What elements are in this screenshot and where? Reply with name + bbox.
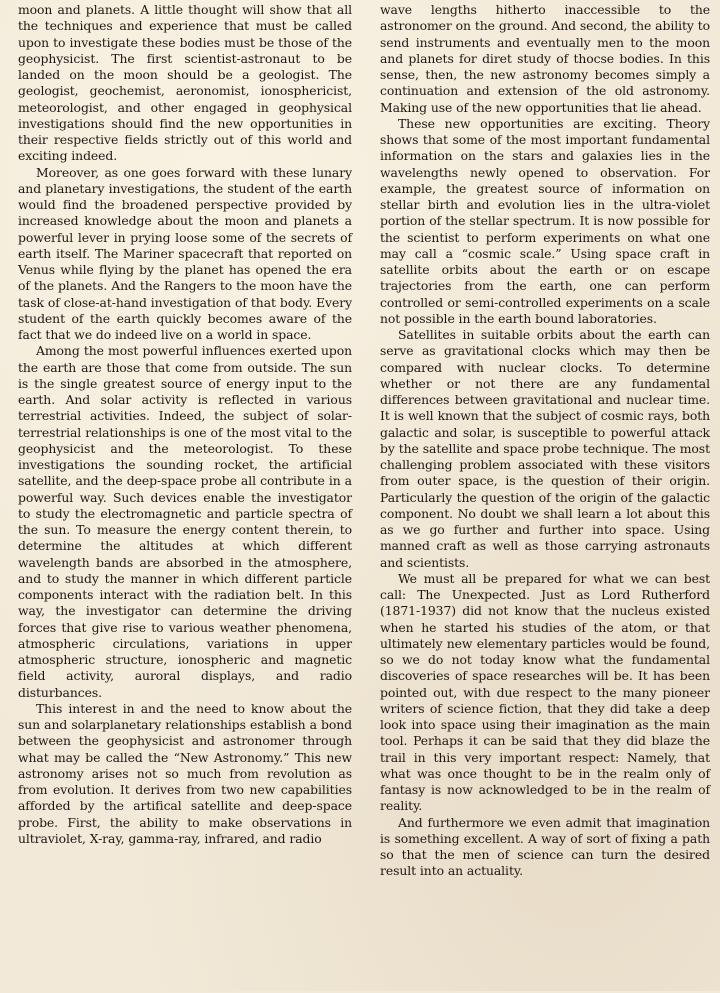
paragraph: This interest in and the need to know about the sun and solarplanetary relationships establish a bond between the geophysicist and astronomer through what may be called the “New Astronomy.” This new astronomy arises not so much from revolution as from evolution. It derives from two new capabilities afforded by the artifical satellite and deep-space probe. First, the ability to make observations in ultraviolet, X-ray, gamma-ray, infrared, and radio xyxy=(18,700,352,846)
paragraph: wave lengths hitherto inaccessible to the astronomer on the ground. And second, the ability to send instruments and eventually men to the moon and planets for diret study of thocse bodies. In this sense, then, the new astronomy becomes simply a continuation and extension of the old astronomy. Making use of the new opportunities that lie ahead. xyxy=(380,2,710,115)
left-column xyxy=(18,2,352,993)
right-column xyxy=(380,2,710,993)
paragraph: Among the most powerful influences exerted upon the earth are those that come from outside. The sun is the single greatest source of energy input to the earth. And solar activity is reflected in various terrestrial activities. Indeed, the subject of solar-terrestrial relationships is one of the most vital to the geophysicist and the meteorologist. To these investigations the sounding rocket, the artificial satellite, and the deep-space probe all contribute in a powerful way. Such devices enable the investigator to study the electromagnetic and particle spectra of the sun. To measure the energy content therein, to determine the altitudes at which different wavelength bands are absorbed in the atmosphere, and to study the manner in which different particle components interact with the radiation belt. In this way, the investigator can determine the driving forces that give rise to various weather phenomena, atmospheric circulations, variations in upper atmospheric structure, ionospheric and magnetic field activity, auroral displays, and radio disturbances. xyxy=(18,343,352,700)
paragraph: These new opportunities are exciting. Theory shows that some of the most important fundamental information on the stars and galaxies lies in the wavelengths newly opened to observation. For example, the greatest source of information on stellar birth and evolution lies in the ultra-violet portion of the stellar spectrum. It is now possible for the scientist to perform experiments on what one may call a “cosmic scale.” Using space craft in satellite orbits about the earth or on escape trajectories from the earth, one can perform controlled or semi-controlled experiments on a scale not possible in the earth bound laboratories. xyxy=(380,115,710,326)
paragraph: Satellites in suitable orbits about the earth can serve as gravitational clocks which may then be compared with nuclear clocks. To determine whether or not there are any fundamental differences between gravitational and nuclear time. It is well known that the subject of cosmic rays, both galactic and solar, is susceptible to powerful attack by the satellite and space probe technique. The most challenging problem associated with these visitors from outer space, is the question of their origin. Particularly the question of the origin of the galactic component. No doubt we shall learn a lot about this as we go further and further into space. Using manned craft as well as those carrying astronauts and scientists. xyxy=(380,327,710,570)
paragraph: Moreover, as one goes forward with these lunary and planetary investigations, the student of the earth would find the broadened perspective provided by increased knowledge about the moon and planets a powerful lever in prying loose some of the secrets of earth itself. The Mariner spacecraft that reported on Venus while flying by the planet has opened the era of the planets. And the Rangers to the moon have the task of close-at-hand investigation of that body. Every student of the earth quickly becomes aware of the fact that we do indeed live on a world in space. xyxy=(18,164,352,342)
text-columns xyxy=(18,2,710,993)
paragraph: And furthermore we even admit that imagination is something excellent. A way of sort of fixing a path so that the men of science can turn the desired result into an actuality. xyxy=(380,814,710,879)
paragraph: moon and planets. A little thought will show that all the techniques and experience that must be called upon to investigate these bodies must be those of the geophysicist. The first scientist-astronaut to be landed on the moon should be a geologist. The geologist, geochemist, aeronomist, ionosphericist, meteorologist, and other engaged in geophysical investigations should find the new opportunities in their respective fields strictly out of this world and exciting indeed. xyxy=(18,2,352,164)
paragraph: We must all be prepared for what we can best call: The Unexpected. Just as Lord Rutherford (1871-1937) did not know that the nucleus existed when he started his studies of the atom, or that ultimately new elementary particles would be found, so we do not today know what the fundamental discoveries of space researches will be. It has been pointed out, with due respect to the many pioneer writers of science fiction, that they did take a deep look into space using their imagination as the main tool. Perhaps it can be said that they did blaze the trail in this very important respect: Namely, that what was once thought to be in the realm only of fantasy is now acknowledged to be in the realm of reality. xyxy=(380,570,710,814)
